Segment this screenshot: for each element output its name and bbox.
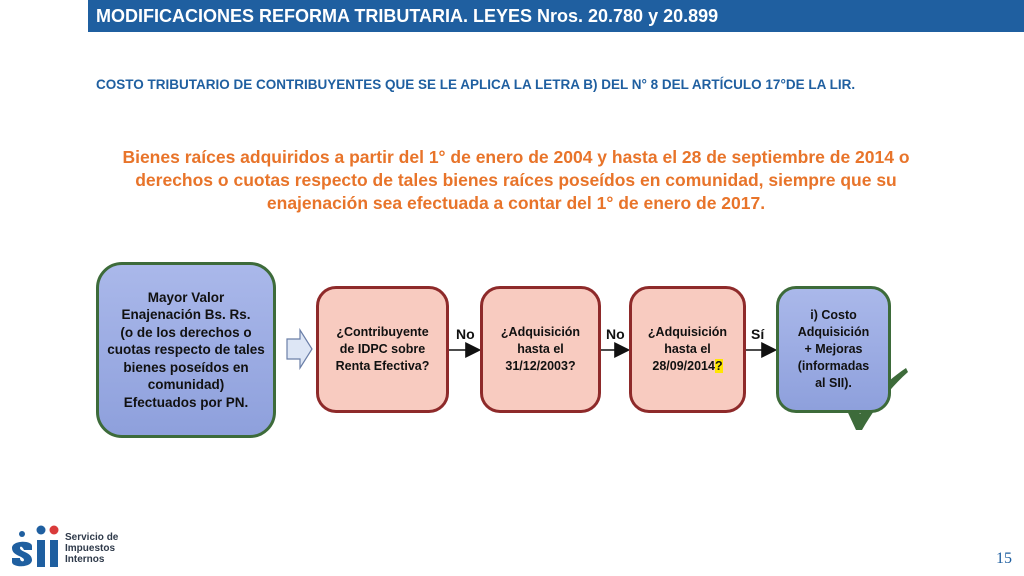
edge-label-si: Sí (751, 326, 765, 342)
decision-2014 (629, 286, 746, 413)
start-node (96, 262, 276, 438)
page-title: MODIFICACIONES REFORMA TRIBUTARIA. LEYES Nros. 20.780 y 20.899 (96, 6, 719, 26)
edge-label-no-1: No (456, 326, 475, 342)
result-node (776, 286, 891, 413)
brand-name: Servicio de Impuestos Internos (65, 532, 119, 565)
decision-2003-text: ¿Adquisición hasta el 31/12/2003? (500, 325, 581, 373)
section-subtitle: COSTO TRIBUTARIO DE CONTRIBUYENTES QUE SE LE APLICA LA LETRA B) DEL N° 8 DEL ARTÍCULO 17°DE LA LIR. (96, 77, 856, 92)
highlighted-question-mark: ? (714, 359, 723, 373)
decision-2014-main: ¿Adquisición hasta el 28/09/2014 (647, 325, 728, 373)
start-node-text: Mayor Valor Enajenación Bs. Rs. (o de los derechos o cuotas respecto de tales bienes poseídos en comunidad) Efectuados por PN. (107, 289, 265, 410)
decision-2014-text (648, 324, 727, 375)
decision-idpc-text: ¿Contribuyente de IDPC sobre Renta Efectiva? (335, 325, 430, 373)
decision-2003 (480, 286, 601, 413)
decision-idpc (316, 286, 449, 413)
edge-label-no-2: No (606, 326, 625, 342)
page-number: 15 (996, 550, 1012, 567)
headline-text: Bienes raíces adquiridos a partir del 1° de enero de 2004 y hasta el 28 de septiembre de 2014 o derechos o cuotas respecto de tales bienes raíces poseídos en comunidad, siempre que su enajenación sea efectuada a contar del 1° de enero de 2017. (122, 147, 910, 213)
block-arrow-icon (287, 330, 312, 368)
result-node-text: i) Costo Adquisición + Mejoras (informadas al SII). (797, 308, 870, 390)
